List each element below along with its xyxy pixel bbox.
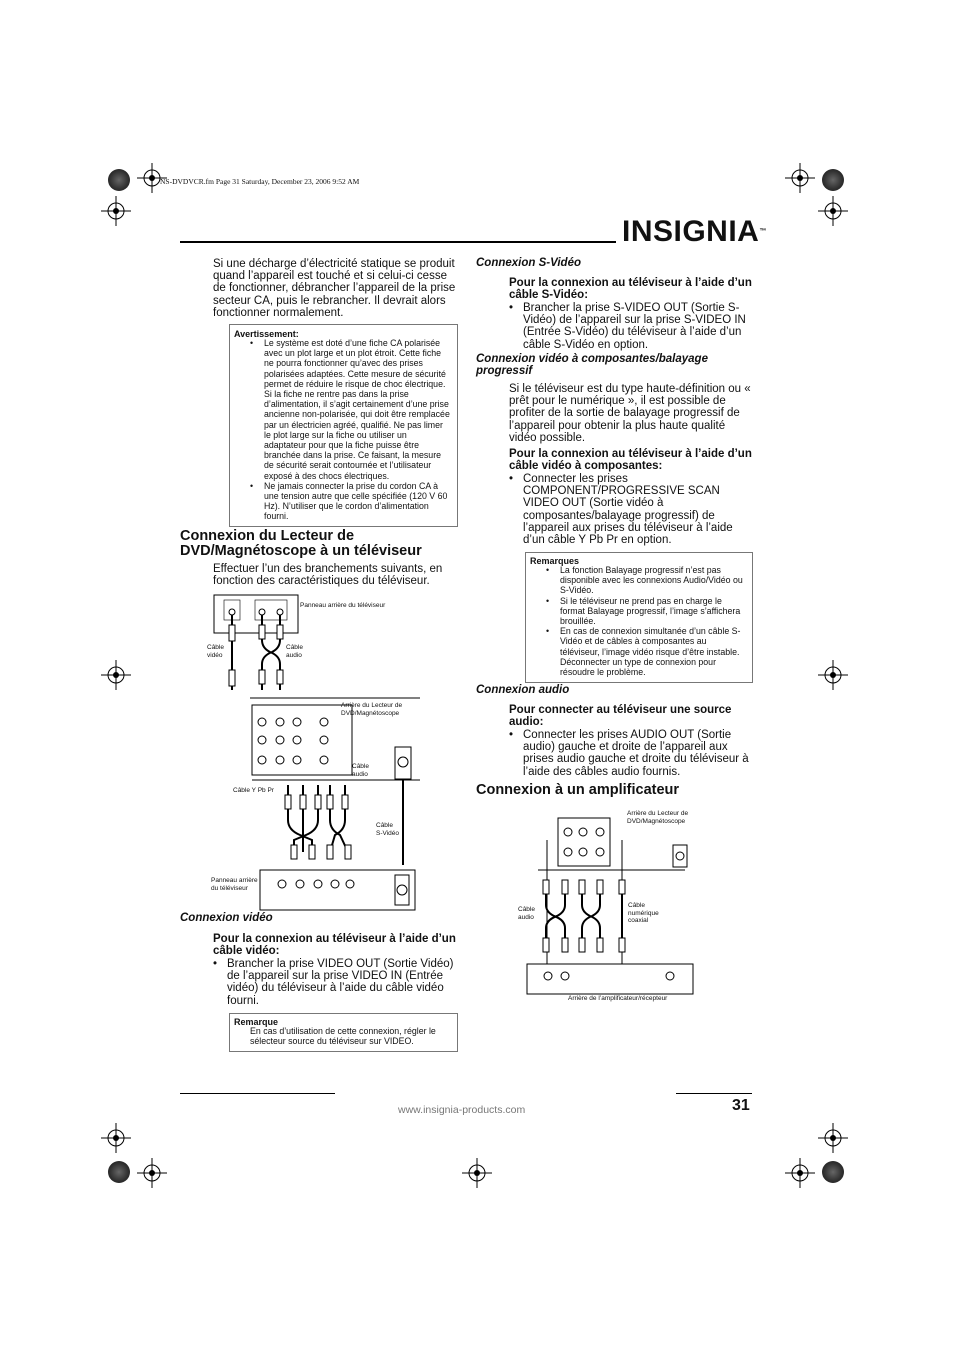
label-line: coaxial <box>628 917 649 924</box>
label-line: S-Vidéo <box>376 829 400 837</box>
list-connexion-video <box>213 958 458 1007</box>
label-line: Câble <box>628 902 645 909</box>
label-line: numérique <box>628 909 659 917</box>
registration-mark-icon <box>137 1158 167 1188</box>
footer-rule-right <box>676 1093 752 1094</box>
label-line: du téléviseur <box>211 884 248 892</box>
label-amp-back: Arrière de l’amplificateur/récepteur <box>568 995 668 1002</box>
notes-list <box>546 565 746 677</box>
section-title-amp: Connexion à un amplificateur <box>476 782 680 798</box>
list-connexion-audio <box>509 729 754 778</box>
subheading-connexion-video: Pour la connexion au téléviseur à l’aide d’un câble vidéo: <box>213 933 456 958</box>
logo-tm: ™ <box>759 228 767 235</box>
note-item: • La fonction Balayage progressif n’est pas disponible avec les connexions Audio/Vidéo ou S-Vidéo. <box>546 565 746 596</box>
label-line: Câble <box>207 644 224 651</box>
label-video-cable <box>207 644 224 659</box>
note-box-video <box>229 1013 458 1052</box>
label-line: audio <box>286 651 302 659</box>
subheading-connexion-audio: Pour connecter au téléviseur une source audio: <box>509 704 732 729</box>
warning-list <box>250 338 450 522</box>
label-line: DVD/Magnétoscope <box>627 817 686 825</box>
label-line: Câble <box>286 644 303 651</box>
subheading-connexion-component: Pour la connexion au téléviseur à l’aide d’un câble vidéo à composantes: <box>509 448 752 473</box>
amplifier-connection-diagram <box>510 810 710 1010</box>
label-line: audio <box>518 913 534 921</box>
paragraph-connexion-component: Si le téléviseur est du type haute-définition ou « prêt pour le numérique », il est possible de profiter de la sortie de balayage progressif de l’appareil pour obtenir la plus haute qualité vidéo possible. <box>509 383 751 444</box>
heading-connexion-audio: Connexion audio <box>476 684 570 696</box>
tv-panel-bottom <box>260 870 415 910</box>
registration-mark-icon <box>818 1123 848 1153</box>
notes-box-component <box>525 552 753 683</box>
heading-connexion-component: Connexion vidéo à composantes/balayage progressif <box>476 353 708 377</box>
label-ypbpr-cable: Câble Y Pb Pr <box>233 787 274 794</box>
note-text: En cas d’utilisation de cette connexion, régler le sélecteur source du téléviseur sur VIDEO. <box>250 1026 436 1047</box>
color-target-icon <box>108 1161 130 1183</box>
notes-title: Remarques <box>530 556 580 566</box>
label-tv-back-panel-2 <box>211 877 258 892</box>
label-coax-cable <box>628 902 659 925</box>
dvd-panel <box>252 705 352 775</box>
list-item: • Connecter les prises AUDIO OUT (Sortie audio) gauche et droite de l’appareil aux prises audio gauche et droite du téléviseur à l’aide des câbles audio fournis. <box>509 729 754 778</box>
logo-text: INSIGNIA <box>622 215 760 248</box>
heading-connexion-svideo: Connexion S-Vidéo <box>476 257 581 269</box>
subheading-connexion-svideo: Pour la connexion au téléviseur à l’aide d’un câble S-Vidéo: <box>509 277 752 302</box>
color-target-icon <box>108 169 130 191</box>
list-connexion-component <box>509 473 754 546</box>
label-line: Arrière du Lecteur de <box>627 810 689 817</box>
label-line: Câble <box>352 763 369 770</box>
label-line: vidéo <box>207 651 223 659</box>
note-item: • En cas de connexion simultanée d’un câble S-Vidéo et de câbles à composantes au téléviseur, l’image vidéo risque d’être instable. Déconnecter un type de connexion pour résoudre le problème. <box>546 626 746 677</box>
tv-connection-diagram <box>200 590 460 915</box>
registration-mark-icon <box>462 1158 492 1188</box>
registration-mark-icon <box>101 196 131 226</box>
label-dvd-back-2 <box>627 810 688 825</box>
header-rule <box>180 241 616 243</box>
label-line: Arrière du Lecteur de <box>341 702 403 709</box>
warning-box <box>229 324 458 527</box>
label-audio-cable-3 <box>518 906 535 921</box>
label-svideo-cable <box>376 822 399 837</box>
label-audio-cable <box>286 644 303 659</box>
registration-mark-icon <box>785 1158 815 1188</box>
footer-rule-left <box>180 1093 335 1094</box>
registration-mark-icon <box>785 163 815 193</box>
section-title-tv: Connexion du Lecteur de DVD/Magnétoscope à un téléviseur <box>180 528 422 559</box>
page-number: 31 <box>732 1097 750 1114</box>
list-item: • Brancher la prise S-VIDEO OUT (Sortie S-Vidéo) de l’appareil sur la prise S-VIDEO IN (Entrée S-Vidéo) du téléviseur à l’aide d’un câble S-Vidéo en option. <box>509 302 754 351</box>
label-line: Panneau arrière <box>211 877 258 884</box>
warning-item: • Le système est doté d’une fiche CA polarisée avec un plot large et un plot étroit. Cette fiche ne pourra fonctionner qu’avec des prises polarisées adaptées. Cette mesure de sécurité permet de réduire le risque de choc électrique. Si la fiche ne rentre pas dans la prise d’alimentation, il s’agit certainement d’une prise ancienne non-polarisée, qui doit être remplacée par un électricien agréé, qualifié. Ne pas limer le plot large sur la fiche ou utiliser un adaptateur pour que la fiche puisse être branchée dans la prise. Ce faisant, la mesure de sécurité serait contournée et l’utilisateur exposé à des chocs électriques. <box>250 338 450 481</box>
registration-mark-icon <box>101 1123 131 1153</box>
section-tv-intro: Effectuer l’un des branchements suivants, en fonction des caractéristiques du téléviseur. <box>213 563 443 588</box>
list-item: • Brancher la prise VIDEO OUT (Sortie Vidéo) de l’appareil sur la prise VIDEO IN (Entrée vidéo) du téléviseur à l’aide du câble vidéo fourni. <box>213 958 458 1007</box>
warning-item: • Ne jamais connecter la prise du cordon CA à une tension autre que celle spécifiée (120 V 60 Hz). N’utiliser que le cordon d’alimentation fourni. <box>250 481 450 522</box>
label-audio-cable-2 <box>352 763 369 778</box>
registration-mark-icon <box>818 196 848 226</box>
brand-logo <box>622 217 767 247</box>
color-target-icon <box>822 169 844 191</box>
label-tv-back-panel: Panneau arrière du téléviseur <box>300 602 386 609</box>
label-line: Câble <box>376 822 393 829</box>
intro-paragraph: Si une décharge d’électricité statique se produit quand l’appareil est touché et si celui-ci cesse de fonctionner, débrancher l’appareil de la prise secteur CA, puis le rebrancher. Il devrait alors fonctionner normalement. <box>213 258 456 319</box>
registration-mark-icon <box>818 660 848 690</box>
label-line: audio <box>352 770 368 778</box>
list-connexion-svideo <box>509 302 754 351</box>
heading-connexion-video: Connexion vidéo <box>180 912 273 924</box>
footer-url[interactable]: www.insignia-products.com <box>398 1104 526 1116</box>
label-dvd-back <box>341 702 402 717</box>
list-item: • Connecter les prises COMPONENT/PROGRESSIVE SCAN VIDEO OUT (Sortie vidéo à composantes/balayage progressif) de l’appareil aux prises du téléviseur à l’aide d’un câble Y Pb Pr en option. <box>509 473 754 546</box>
note-title: Remarque <box>234 1017 279 1027</box>
warning-title: Avertissement: <box>234 329 299 339</box>
file-info: NS-DVDVCR.fm Page 31 Saturday, December 23, 2006 9:52 AM <box>160 177 360 186</box>
note-item: • Si le téléviseur ne prend pas en charge le format Balayage progressif, l’image s’affichera brouillée. <box>546 596 746 627</box>
color-target-icon <box>822 1161 844 1183</box>
label-line: DVD/Magnétoscope <box>341 709 400 717</box>
label-line: Câble <box>518 906 535 913</box>
registration-mark-icon <box>101 660 131 690</box>
